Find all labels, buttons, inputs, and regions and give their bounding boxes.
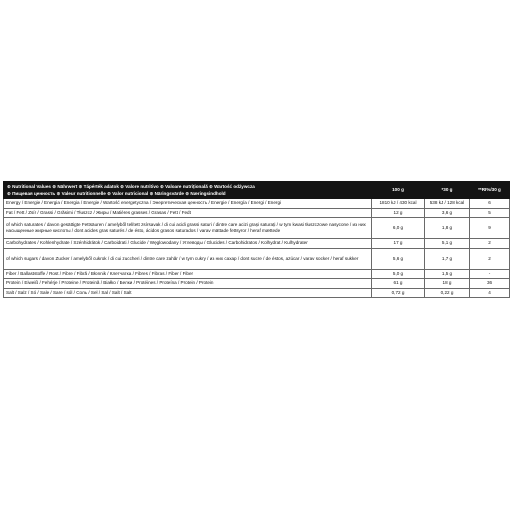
nutrient-name-cell: Carbohydrates / Kohlenhydrate / Szénhidrátok / Carboidrati / Glucide / Węglowodany / Углеводы / Glucides / Carbohidratos / Kolhydrat / Kulhydrater	[4, 239, 372, 249]
ri-column-header: **RI%/30 g	[470, 182, 510, 199]
per-30g-value-cell: 1,5 g	[425, 269, 470, 279]
ri-percent-cell: 36	[470, 279, 510, 289]
nutrient-name-cell: Salt / Salz / Só / Sale / Sare / sól / Соль / Sel / Sal / Salt / Salt	[4, 288, 372, 298]
ri-percent-cell: 6	[470, 199, 510, 209]
ri-percent-cell: 5	[470, 208, 510, 218]
per-100g-value-cell: 5,0 g	[372, 269, 425, 279]
table-row	[4, 199, 510, 209]
ri-percent-cell: 9	[470, 218, 510, 239]
nutrient-name-cell: Energy / Energie / Energia / Energia / Energie / Wartość energetyczna / Энергетическая ценность / Energie / Energía / Energi / Energi	[4, 199, 372, 209]
table-row	[4, 279, 510, 289]
nutrient-name-cell: Protein / Eiweiß / Fehérje / Proteine / Proteină / Białko / Белки / Protéines / Proteína / Protein / Protein	[4, 279, 372, 289]
table-row	[4, 208, 510, 218]
per-30g-column-header: *30 g	[425, 182, 470, 199]
per-100g-value-cell: 1810 kJ / 430 kcal	[372, 199, 425, 209]
nutrient-column-header	[4, 182, 372, 199]
nutrient-name-cell: of which saturates / davon gesättigte Fettsäuren / amelyből telített zsírsavak / di cui acidi grassi saturi / dintre care acizi grași saturați / w tym kwasi tłuszczowe nasycone / из них насыщенные жирные кислоты / dont acides gras saturés / de ésto, ácidos grasos saturados / varav mättade fettsyror / heraf mættede	[4, 218, 372, 239]
per-100g-column-header: 100 g	[372, 182, 425, 199]
per-100g-value-cell: 6,0 g	[372, 218, 425, 239]
per-30g-value-cell: 3,6 g	[425, 208, 470, 218]
table-header-row	[4, 182, 510, 199]
nutrient-name-cell: of which sugars / davon Zucker / amelyből cukrok / di cui zuccheri / dintre care zahăr / w tym cukry / из них сахар / dont sucre / de éstos, azúcar / varav socker / heraf sukker	[4, 248, 372, 269]
nutrition-table	[3, 181, 510, 298]
per-30g-value-cell: 5,1 g	[425, 239, 470, 249]
per-30g-value-cell: 1,7 g	[425, 248, 470, 269]
per-30g-value-cell: 0,22 g	[425, 288, 470, 298]
per-30g-value-cell: 1,8 g	[425, 218, 470, 239]
ri-percent-cell: 4	[470, 288, 510, 298]
table-row	[4, 269, 510, 279]
per-100g-value-cell: 5,6 g	[372, 248, 425, 269]
ri-percent-cell: 2	[470, 239, 510, 249]
ri-percent-cell: 2	[470, 248, 510, 269]
per-30g-value-cell: 538 kJ / 128 kcal	[425, 199, 470, 209]
per-100g-value-cell: 61 g	[372, 279, 425, 289]
per-100g-value-cell: 17 g	[372, 239, 425, 249]
table-row	[4, 288, 510, 298]
per-100g-value-cell: 12 g	[372, 208, 425, 218]
per-100g-value-cell: 0,72 g	[372, 288, 425, 298]
per-30g-value-cell: 18 g	[425, 279, 470, 289]
header-line: ⊕ Nutritional Values ⊕ Nährwert ⊕ Tápérték adatok ⊕ Valore nutritivo ⊕ Valoare nutrițională ⊕ Wartość odżywcza	[7, 183, 255, 189]
nutrient-name-cell: Fat / Fett / Zsír / Grassi / Grăsimi / Tłuszcz / Жиры / Matières grasses / Grasas / Fett / Fedt	[4, 208, 372, 218]
table-row	[4, 218, 510, 239]
ri-percent-cell: -	[470, 269, 510, 279]
nutrient-name-cell: Fiber / Ballaststoffe / Rost / Fibre / Fibră / Błonnik / Клетчатка / Fibres / Fibras / Fiber / Fiber	[4, 269, 372, 279]
table-row	[4, 248, 510, 269]
header-line: ⊕ Пищевая ценность ⊕ Valeur nutritionnelle ⊕ Valor nutricional ⊕ Näringsvärde ⊕ Næringsindhold	[7, 190, 226, 196]
table-row	[4, 239, 510, 249]
nutrition-label	[3, 181, 509, 298]
